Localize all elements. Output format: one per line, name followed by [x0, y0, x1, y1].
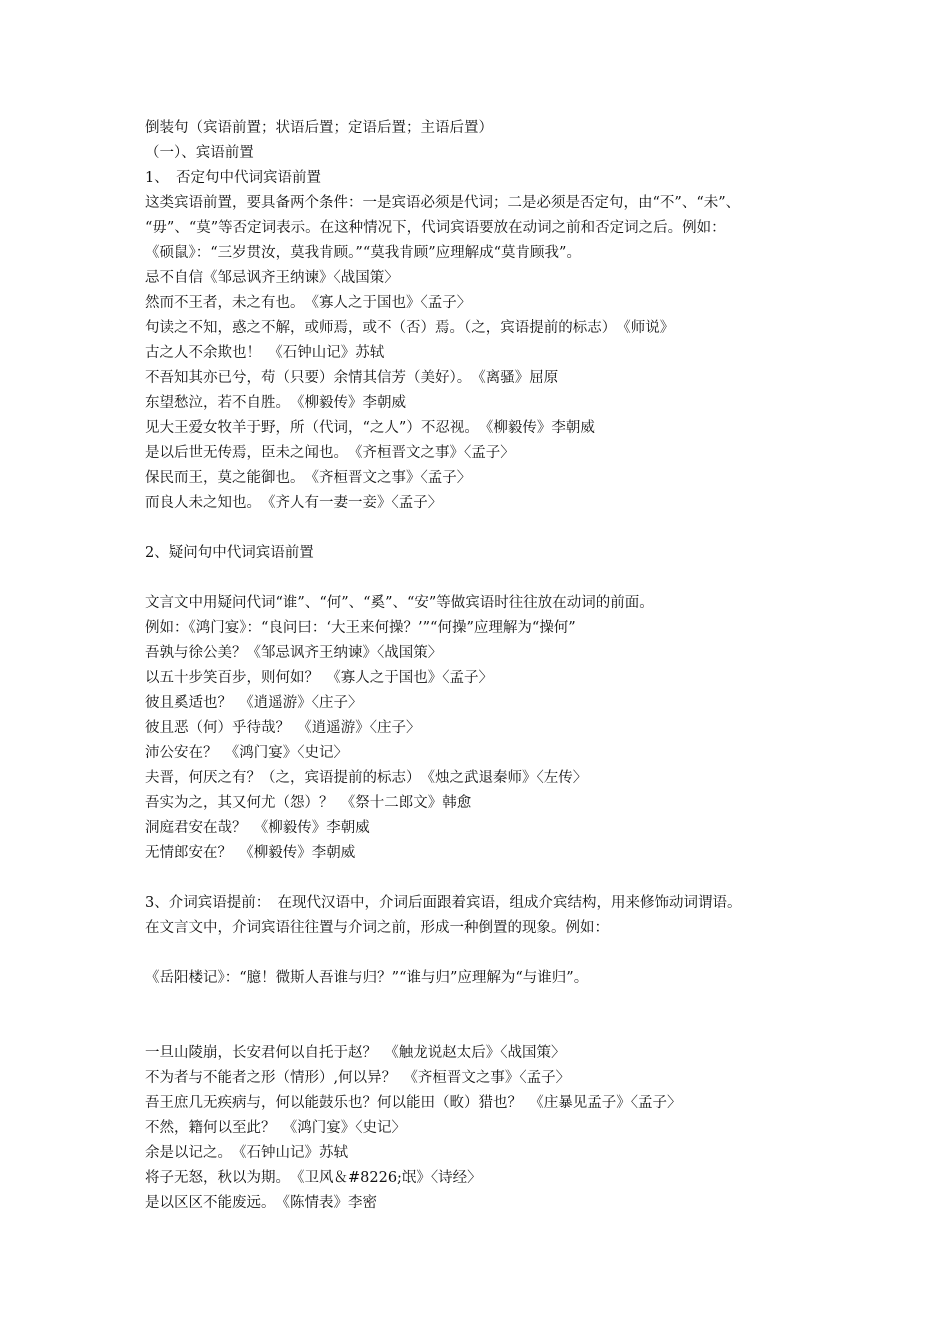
text-line: 3、介词宾语提前： 在现代汉语中，介词后面跟着宾语，组成介宾结构，用来修饰动词谓语。: [145, 895, 742, 911]
text-line: 然而不王者，未之有也。 《寡人之于国也》〈孟子〉: [145, 295, 472, 311]
text-line: 吾王庶几无疾病与，何以能鼓乐也？何以能田（畋）猎也？ 《庄暴见孟子》〈孟子〉: [145, 1095, 682, 1111]
text-line: 余是以记之。 《石钟山记》苏轼: [145, 1145, 348, 1161]
text-line: 将子无怒，秋以为期。 《卫风＆#8226;氓》〈诗经〉: [145, 1170, 482, 1186]
text-line: “毋”、“莫”等否定词表示。在这种情况下，代词宾语要放在动词之前和否定词之后。例如：: [145, 220, 726, 236]
text-line: 东望愁泣，若不自胜。 《柳毅传》李朝威: [145, 395, 406, 411]
text-line: 以五十步笑百步，则何如？ 《寡人之于国也》〈孟子〉: [145, 670, 493, 686]
blank-line: [145, 516, 815, 541]
text-line: 不然，籍何以至此？ 《鸿门宴》〈史记〉: [145, 1120, 406, 1136]
text-line: 是以区区不能废远。 《陈情表》李密: [145, 1195, 377, 1211]
text-line: 沛公安在？ 《鸿门宴》〈史记〉: [145, 745, 348, 761]
text-line: 在文言文中，介词宾语往往置与介词之前，形成一种倒置的现象。例如：: [145, 920, 609, 936]
text-line: 彼且奚适也？ 《逍遥游》〈庄子〉: [145, 695, 363, 711]
document-page: [145, 116, 815, 1216]
text-line: 古之人不余欺也！ 《石钟山记》苏轼: [145, 345, 385, 361]
text-line: 文言文中用疑问代词“谁”、“何”、“奚”、“安”等做宾语时往往放在动词的前面。: [145, 595, 654, 611]
text-line: 吾实为之，其又何尤（怨）？ 《祭十二郎文》韩愈: [145, 795, 472, 811]
text-line: 倒装句（宾语前置；状语后置；定语后置；主语后置）: [145, 120, 493, 136]
text-line: 1、 否定句中代词宾语前置: [145, 170, 321, 186]
text-line: 夫晋，何厌之有？（之，宾语提前的标志） 《烛之武退秦师》〈左传〉: [145, 770, 588, 786]
blank-line: [145, 941, 815, 966]
text-line: 这类宾语前置，要具备两个条件：一是宾语必须是代词；二是必须是否定句，由“不”、“未”、: [145, 195, 741, 211]
text-line: 不吾知其亦已兮，苟（只要）余情其信芳（美好）。 《离骚》屈原: [145, 370, 559, 386]
text-line: 保民而王，莫之能御也。 《齐桓晋文之事》〈孟子〉: [145, 470, 472, 486]
text-line: 彼且恶（何）乎待哉？ 《逍遥游》〈庄子〉: [145, 720, 421, 736]
blank-line: [145, 1016, 815, 1041]
text-line: （一）、宾语前置: [145, 145, 254, 161]
blank-line: [145, 566, 815, 591]
text-line: 不为者与不能者之形（情形）,何以异？ 《齐桓晋文之事》〈孟子〉: [145, 1070, 571, 1086]
text-line: 句读之不知，惑之不解，或师焉，或不（否）焉。（之，宾语提前的标志） 《师说》: [145, 320, 675, 336]
text-line: 一旦山陵崩，长安君何以自托于赵？ 《触龙说赵太后》〈战国策〉: [145, 1045, 566, 1061]
text-line: 洞庭君安在哉？ 《柳毅传》李朝威: [145, 820, 370, 836]
text-line: 无情郎安在？ 《柳毅传》李朝威: [145, 845, 356, 861]
text-line: 见大王爱女牧羊于野，所（代词，“之人”）不忍视。 《柳毅传》李朝威: [145, 420, 595, 436]
text-line: 忌不自信《邹忌讽齐王纳谏》〈战国策〉: [145, 270, 399, 286]
text-line: 吾孰与徐公美？《邹忌讽齐王纳谏》〈战国策〉: [145, 645, 443, 661]
text-line: 2、疑问句中代词宾语前置: [145, 545, 314, 561]
blank-line: [145, 866, 815, 891]
text-line: 例如：《鸿门宴》：“良问曰：‘大王来何操？’”“何操”应理解为“操何”: [145, 620, 576, 636]
blank-line: [145, 991, 815, 1016]
text-line: 《硕鼠》：“三岁贯汝，莫我肯顾。”“莫我肯顾”应理解成“莫肯顾我”。: [145, 245, 581, 261]
text-line: 《岳阳楼记》：“臆！微斯人吾谁与归？”“谁与归”应理解为“与谁归”。: [145, 970, 589, 986]
text-line: 而良人未之知也。 《齐人有一妻一妾》〈孟子〉: [145, 495, 443, 511]
text-line: 是以后世无传焉，臣未之闻也。 《齐桓晋文之事》〈孟子〉: [145, 445, 515, 461]
